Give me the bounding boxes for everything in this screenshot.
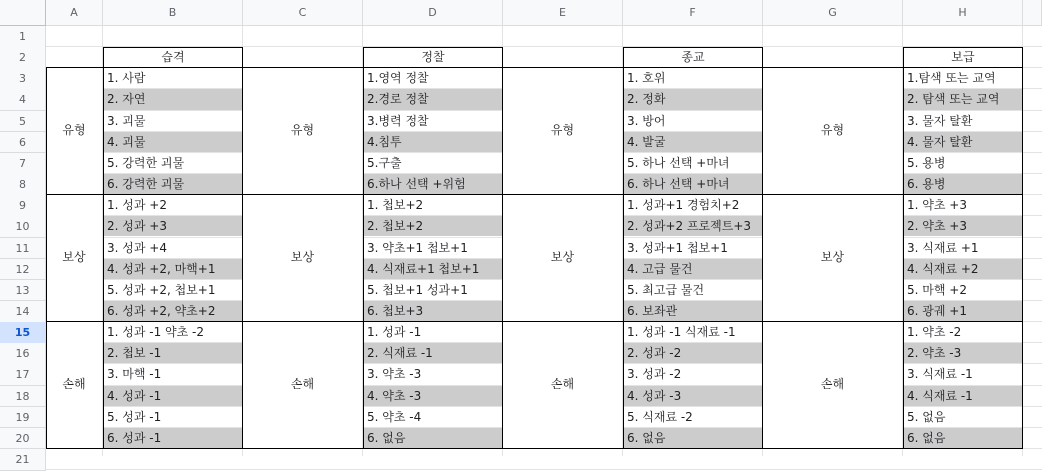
table-cell[interactable]: 1. 성과+1 경험치+2: [627, 198, 740, 213]
table-cell[interactable]: 2. 성과+2 프로젝트+3: [623, 216, 762, 236]
table-cell[interactable]: 1.탐색 또는 교역: [907, 71, 996, 86]
table-cell[interactable]: 6. 광궤 +1: [903, 301, 1022, 321]
table-cell[interactable]: 2. 성과 -2: [623, 343, 762, 363]
border-line: [903, 47, 1023, 48]
table-cell[interactable]: 1. 사람: [107, 71, 146, 86]
group-label-0[interactable]: 유형: [243, 68, 362, 194]
table-cell[interactable]: 6. 없음: [623, 428, 762, 448]
table-cell[interactable]: 2. 식재료 -1: [363, 343, 502, 363]
row-header-1[interactable]: 1: [0, 26, 46, 48]
border-line: [46, 68, 47, 449]
table-cell[interactable]: 6. 첩보+3: [363, 301, 502, 321]
table-cell[interactable]: 6. 보좌관: [623, 301, 762, 321]
row-header-18[interactable]: 18: [0, 386, 46, 408]
row-header-21[interactable]: 21: [0, 449, 46, 471]
table-cell[interactable]: 6.하나 선택 +위험: [363, 174, 502, 194]
border-line: [46, 67, 1023, 68]
table-cell[interactable]: 2. 약초 -3: [903, 343, 1022, 363]
row-header-3[interactable]: 3: [0, 68, 46, 90]
row-header-20[interactable]: 20: [0, 428, 46, 450]
table-cell[interactable]: 1. 성과 -1 식재료 -1: [627, 325, 736, 340]
group-label-0[interactable]: 유형: [503, 68, 622, 194]
table-cell[interactable]: 3.병력 정찰: [367, 113, 429, 128]
border-line: [762, 47, 763, 449]
table-cell[interactable]: 2. 자연: [103, 89, 242, 109]
table-cell[interactable]: 5. 식재료 -2: [627, 409, 693, 424]
table-cell[interactable]: 5. 첩보+1 성과+1: [367, 282, 468, 297]
table-cell[interactable]: 2. 약초 +3: [903, 216, 1022, 236]
table-cell[interactable]: 4. 약초 -3: [363, 386, 502, 406]
table-cell[interactable]: 5. 없음: [907, 409, 946, 424]
table-cell[interactable]: 4. 성과 -3: [623, 386, 762, 406]
table-cell[interactable]: 6. 없음: [363, 428, 502, 448]
table-cell[interactable]: 5. 약초 -4: [367, 409, 422, 424]
group-label-2[interactable]: 손해: [503, 322, 622, 448]
table-cell[interactable]: 4. 식재료 -1: [903, 386, 1022, 406]
border-line: [903, 47, 904, 449]
border-line: [623, 47, 763, 48]
border-line: [363, 47, 364, 449]
table-cell[interactable]: 6. 성과 -1: [103, 428, 242, 448]
border-line: [623, 47, 624, 449]
row-header-10[interactable]: 10: [0, 216, 46, 238]
row-header-19[interactable]: 19: [0, 407, 46, 429]
table-cell[interactable]: 1. 약초 -2: [907, 325, 962, 340]
column-header-f[interactable]: F: [623, 0, 763, 26]
column-header-e[interactable]: E: [503, 0, 623, 26]
table-cell[interactable]: 5. 용병: [907, 155, 946, 170]
row-header-16[interactable]: 16: [0, 343, 46, 365]
group-label-2[interactable]: 손해: [243, 322, 362, 448]
border-line: [502, 47, 503, 449]
row-header-8[interactable]: 8: [0, 174, 46, 196]
table-cell[interactable]: 3. 약초 -3: [367, 367, 422, 382]
table-cell[interactable]: 5. 강력한 괴물: [107, 155, 185, 170]
table-cell[interactable]: 4. 성과 +2, 마핵+1: [103, 259, 242, 279]
border-line: [1022, 47, 1023, 449]
group-label-0[interactable]: 유형: [46, 68, 102, 194]
table-cell[interactable]: 4. 발굴: [623, 132, 762, 152]
table-cell[interactable]: 2. 성과 +3: [103, 216, 242, 236]
border-line: [242, 47, 243, 449]
border-line: [363, 47, 503, 48]
border-line: [46, 194, 1023, 195]
table-header-4[interactable]: 보급: [903, 47, 1023, 68]
row-header-2[interactable]: 2: [0, 47, 46, 69]
border-line: [103, 47, 243, 48]
table-cell[interactable]: 4. 성과 -1: [103, 386, 242, 406]
table-cell[interactable]: 2. 첩보+2: [363, 216, 502, 236]
table-cell[interactable]: 1. 성과 -1 약초 -2: [107, 325, 205, 340]
table-cell[interactable]: 3. 괴물: [107, 113, 146, 128]
row-header-15[interactable]: 15: [0, 322, 46, 344]
table-cell[interactable]: 1. 성과 +2: [107, 198, 167, 213]
group-label-2[interactable]: 손해: [763, 322, 902, 448]
table-cell[interactable]: 2.경로 정찰: [363, 89, 502, 109]
group-label-2[interactable]: 손해: [46, 322, 102, 448]
table-cell[interactable]: 3. 물자 탈환: [907, 113, 973, 128]
border-line: [46, 448, 1023, 449]
row-header-14[interactable]: 14: [0, 301, 46, 323]
table-cell[interactable]: 1. 성과 -1: [367, 325, 422, 340]
table-cell[interactable]: 3. 식재료 -1: [907, 367, 973, 382]
table-cell[interactable]: 1. 호위: [627, 71, 666, 86]
table-cell[interactable]: 5. 최고급 물건: [627, 282, 705, 297]
table-cell[interactable]: 3. 방어: [627, 113, 666, 128]
column-header-d[interactable]: D: [363, 0, 503, 26]
table-cell[interactable]: 4. 식재료 +2: [903, 259, 1022, 279]
table-cell[interactable]: 1. 약초 +3: [907, 198, 967, 213]
row-header-13[interactable]: 13: [0, 280, 46, 302]
group-label-0[interactable]: 유형: [763, 68, 902, 194]
table-cell[interactable]: 3. 식재료 +1: [907, 240, 979, 255]
column-header-a[interactable]: A: [46, 0, 103, 26]
row-header-9[interactable]: 9: [0, 195, 46, 217]
table-cell[interactable]: 6. 성과 +2, 약초+2: [103, 301, 242, 321]
row-header-11[interactable]: 11: [0, 238, 46, 260]
table-cell[interactable]: 6. 용병: [903, 174, 1022, 194]
table-cell[interactable]: 4.침투: [363, 132, 502, 152]
group-label-1[interactable]: 보상: [503, 195, 622, 321]
table-cell[interactable]: 3. 성과+1 첩보+1: [627, 240, 728, 255]
table-cell[interactable]: 5. 하나 선택 +마녀: [627, 155, 730, 170]
row-header-7[interactable]: 7: [0, 153, 46, 175]
table-header-3[interactable]: 종교: [623, 47, 763, 68]
table-cell[interactable]: 4. 괴물: [103, 132, 242, 152]
row-header-6[interactable]: 6: [0, 132, 46, 154]
column-header-c[interactable]: C: [243, 0, 363, 26]
group-label-1[interactable]: 보상: [763, 195, 902, 321]
group-label-1[interactable]: 보상: [46, 195, 102, 321]
table-cell[interactable]: 6. 하나 선택 +마녀: [623, 174, 762, 194]
table-cell[interactable]: 5. 성과 -1: [107, 409, 162, 424]
row-header-5[interactable]: 5: [0, 111, 46, 133]
group-label-1[interactable]: 보상: [243, 195, 362, 321]
table-cell[interactable]: 2. 탐색 또는 교역: [903, 89, 1022, 109]
table-cell[interactable]: 3. 마핵 -1: [107, 367, 162, 382]
row-header-17[interactable]: 17: [0, 364, 46, 386]
row-header-12[interactable]: 12: [0, 259, 46, 281]
table-cell[interactable]: 4. 식재료+1 첩보+1: [363, 259, 502, 279]
table-cell[interactable]: 2. 첩보 -1: [103, 343, 242, 363]
border-line: [103, 47, 104, 449]
table-cell[interactable]: 3. 성과 +4: [107, 240, 167, 255]
table-cell[interactable]: 6. 강력한 괴물: [103, 174, 242, 194]
table-cell[interactable]: 3. 성과 -2: [627, 367, 682, 382]
table-cell[interactable]: 5.구출: [367, 155, 402, 170]
column-header-filler: [1023, 0, 1042, 26]
select-all-corner[interactable]: [0, 0, 46, 26]
grid-line-horizontal: [46, 469, 1042, 470]
row-header-4[interactable]: 4: [0, 89, 46, 111]
table-cell[interactable]: 5. 마핵 +2: [907, 282, 967, 297]
table-cell[interactable]: 6. 없음: [903, 428, 1022, 448]
column-header-b[interactable]: B: [103, 0, 243, 26]
column-header-g[interactable]: G: [763, 0, 903, 26]
table-header-1[interactable]: 습격: [103, 47, 243, 68]
table-cell[interactable]: 2. 정화: [623, 89, 762, 109]
table-cell[interactable]: 1.영역 정찰: [367, 71, 429, 86]
table-cell[interactable]: 3. 약초+1 첩보+1: [367, 240, 468, 255]
table-cell[interactable]: 4. 고급 물건: [623, 259, 762, 279]
table-cell[interactable]: 5. 성과 +2, 첩보+1: [107, 282, 216, 297]
border-line: [46, 321, 1023, 322]
table-cell[interactable]: 1. 첩보+2: [367, 198, 424, 213]
column-header-h[interactable]: H: [903, 0, 1023, 26]
table-cell[interactable]: 4. 물자 탈환: [903, 132, 1022, 152]
table-header-2[interactable]: 정찰: [363, 47, 503, 68]
